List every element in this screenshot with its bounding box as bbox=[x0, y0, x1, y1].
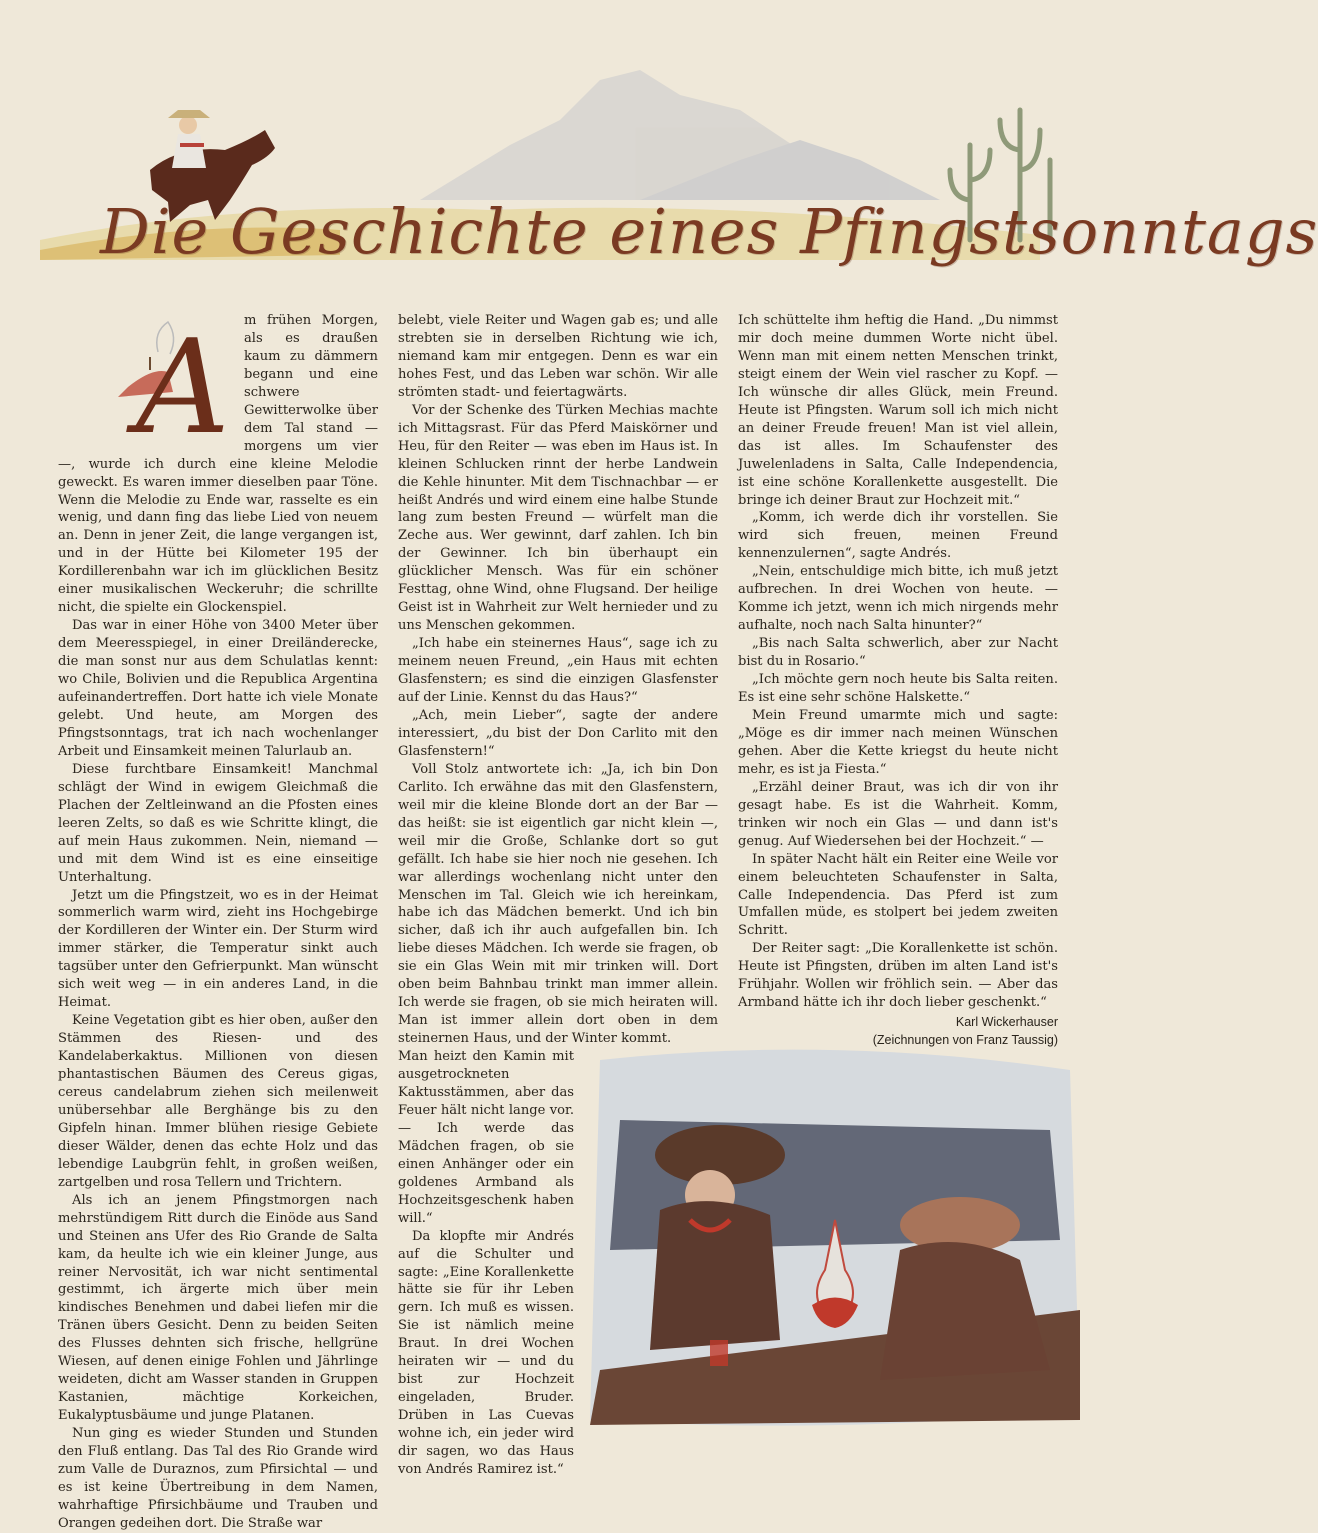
col3-paragraph-8: In später Nacht hält ein Reiter eine Weile vor einem beleuchteten Schaufenster in Salta, Calle Independencia. Das Pferd ist zum Umfallen müde, es stolpert bei jedem zweiten Schritt. bbox=[738, 851, 1058, 939]
col3-paragraph-5: „Ich möchte gern noch heute bis Salta reiten. Es ist eine sehr schöne Halskette.“ bbox=[738, 672, 1058, 706]
col2-paragraph-7: Da klopfte mir Andrés auf die Schulter und sagte: „Eine Korallenkette hätte sie für ihr Leben gern. Ich muß es wissen. Sie ist nämlich meine Braut. In drei Wochen heiraten wir — und du bist zur Hochzeit eingeladen, Bruder. Drüben in Las Cuevas wohne ich, ein jeder wird dir sagen, wo das Haus von Andrés Ramirez ist.“ bbox=[398, 1228, 574, 1477]
col3-paragraph-2: „Komm, ich werde dich ihr vorstellen. Sie wird sich freuen, meinen Freund kennenzulernen“, sagte Andrés. bbox=[738, 510, 1058, 562]
tavern-illustration bbox=[580, 1040, 1085, 1435]
col2-paragraph-1: belebt, viele Reiter und Wagen gab es; und alle strebten sie in derselben Richtung wie ich, niemand kam mir entgegen. Denn es war ein hohes Fest, und das Leben war schön. Wir alle strömten stadt- und feiertagwärts. bbox=[398, 313, 718, 400]
col3-paragraph-7: „Erzähl deiner Braut, was ich dir von ihr gesagt habe. Es ist die Wahrheit. Komm, trinken wir noch ein Glas — und dann ist's genug. Auf Wiedersehen bei der Hochzeit.“ — bbox=[738, 779, 1058, 849]
illustration-credit: (Zeichnungen von Franz Taussig) bbox=[872, 1033, 1058, 1048]
mountains bbox=[420, 70, 940, 200]
col1-paragraph-3: Diese furchtbare Einsamkeit! Manchmal schlägt der Wind in ewigem Gleichmaß die Plachen der Zeltleinwand an die Pfosten eines leeren Zelts, so daß es wie Schritte klingt, die auf mein Haus zukommen. Nein, niemand — und mit dem Wind ist es eine einseitige Unterhaltung. bbox=[58, 761, 378, 885]
wine-glass bbox=[710, 1340, 728, 1366]
col2-paragraph-2: Vor der Schenke des Türken Mechias machte ich Mittagsrast. Für das Pferd Maiskörner und Heu, für den Reiter — was eben im Haus ist. In kleinen Schlucken rinnt der herbe Landwein die Kehle hinunter. Mit dem Tischnachbar — er heißt Andrés und wird einem eine halbe Stunde lang zum besten Freund — würfelt man die Zeche aus. Wer gewinnt, darf zahlen. Ich bin der Gewinner. Ich bin überhaupt ein glücklicher Mensch. Was für ein schöner Festtag, ohne Wind, ohne Flugsand. Der heilige Geist ist in Wahrheit zur Welt hernieder und zu uns Menschen gekommen. bbox=[398, 402, 718, 634]
col3-paragraph-1: Ich schüttelte ihm heftig die Hand. „Du nimmst mir doch meine dummen Worte nicht übel. Wenn man mit einem netten Menschen trinkt, steigt einem der Wein viel rascher zu Kopf. — Ich wünsche dir alles Glück, mein Freund. Heute ist Pfingsten. Warum soll ich mich nicht an deiner Freude freuen! Man ist viel allein, das ist alles. Im Schaufenster des Juwelenladens in Salta, Calle Independencia, ist eine schöne Korallenkette ausgestellt. Die bringe ich deiner Braut zur Hochzeit mit.“ bbox=[738, 313, 1058, 508]
col2-paragraph-6: Man heizt den Kamin mit ausgetrockneten Kaktusstämmen, aber das Feuer hält nicht lange vor. — Ich werde das Mädchen fragen, ob sie einen Anhänger oder ein goldenes Armband als Hochzeitsgeschenk haben will.“ bbox=[398, 1049, 574, 1226]
column-3 bbox=[738, 312, 1058, 1050]
col2-paragraph-3: „Ich habe ein steinernes Haus“, sage ich zu meinem neuen Freund, „ein Haus mit echten Glasfenstern; es sind die einzigen Glasfenster auf der Linie. Kennst du das Haus?“ bbox=[398, 636, 718, 706]
col3-paragraph-4: „Bis nach Salta schwerlich, aber zur Nacht bist du in Rosario.“ bbox=[738, 636, 1058, 670]
figure-left bbox=[650, 1201, 780, 1350]
col2-paragraph-5: Voll Stolz antwortete ich: „Ja, ich bin Don Carlito. Ich erwähne das mit den Glasfenstern, weil mir die kleine Blonde dort an der Bar — das heißt: sie ist eigentlich gar nicht klein —, weil mir die Große, Schlanke dort so gut gefällt. Ich habe sie hier noch nie gesehen. Ich war allerdings wochenlang nicht unter den Menschen im Tal. Gleich wie ich hereinkam, habe ich das Mädchen bemerkt. Und ich bin sicher, daß ich ihr auch aufgefallen bin. Ich liebe dieses Mädchen. Ich werde sie fragen, ob sie ein Glas Wein mit mir trinken will. Dort oben beim Bahnbau trinkt man immer allein. Ich werde sie fragen, ob sie mich heiraten will. Man ist immer allein dort oben in dem steinernen Haus, und der Winter kommt. bbox=[398, 761, 718, 1047]
col1-paragraph-6: Als ich an jenem Pfingstmorgen nach mehrstündigem Ritt durch die Einöde aus Sand und Steinen ans Ufer des Rio Grande de Salta kam, da heulte ich wie ein kleiner Junge, aus reiner Nervosität, ich war nicht sentimental gestimmt, ich ärgerte mich über mein kindisches Benehmen und dabei liefen mir die Tränen übers Gesicht. Denn zu beiden Seiten des Flusses dehnten sich frische, hellgrüne Wiesen, auf denen einige Fohlen und Jährlinge weideten, dicht am Wasser standen in Gruppen Kastanien, mächtige Korkeichen, Eukalyptusbäume und junge Platanen. bbox=[58, 1192, 378, 1424]
col3-paragraph-3: „Nein, entschuldige mich bitte, ich muß jetzt aufbrechen. In drei Wochen von heute. — Komme ich jetzt, wenn ich mich nirgends mehr aufhalte, noch nach Salta hinunter?“ bbox=[738, 564, 1058, 634]
drop-cap-illustration bbox=[58, 311, 238, 463]
column-1 bbox=[58, 312, 378, 1533]
initial-letter: A bbox=[136, 311, 230, 463]
col1-paragraph-4: Jetzt um die Pfingstzeit, wo es in der Heimat sommerlich warm wird, zieht ins Hochgebirge der Kordilleren der Winter ein. Der Sturm wird immer stärker, die Temperatur sinkt auch tagsüber unter den Gefrierpunkt. Man wünscht sich weit weg — in ein anderes Land, in die Heimat. bbox=[58, 887, 378, 1011]
article-title: Die Geschichte eines Pfingstsonntags bbox=[100, 195, 1318, 268]
col3-paragraph-9: Der Reiter sagt: „Die Korallenkette ist schön. Heute ist Pfingsten, drüben im alten Land ist's Frühjahr. Wollen wir fröhlich sein. — Aber das Armband hätte ich ihr doch lieber geschenkt.“ bbox=[738, 941, 1058, 1011]
header-illustration bbox=[40, 50, 1318, 310]
col1-paragraph-1: m frühen Morgen, als es draußen kaum zu dämmern begann und eine schwere Gewitterwolke über dem Tal stand — morgens um vier —, wurde ich durch eine kleine Melodie geweckt. Es waren immer dieselben paar Töne. Wenn die Melodie zu Ende war, rasselte es ein wenig, und dann fing das liebe Lied von neuem an. Denn in jener Zeit, die lange vergangen ist, und in der Hütte bei Kilometer 195 der Kordillerenbahn war ich im glücklichen Besitz einer musikalischen Weckeruhr; die schrillte nicht, die spielte ein Glockenspiel. bbox=[58, 313, 378, 616]
col1-paragraph-2: Das war in einer Höhe von 3400 Meter über dem Meeresspiegel, in einer Dreiländerecke, die man sonst nur aus dem Schulatlas kennt: wo Chile, Bolivien und die Republica Argentina aufeinandertreffen. Dort hatte ich viele Monate gelebt. Und heute, am Morgen des Pfingstsonntags, trat ich nach wochenlanger Arbeit und Einsamkeit meinen Talurlaub an. bbox=[58, 618, 378, 759]
col1-paragraph-7: Nun ging es wieder Stunden und Stunden den Fluß entlang. Das Tal des Rio Grande wird zum Valle de Duraznos, zum Pfirsichtal — und es ist keine Übertreibung in dem Namen, wahrhaftige Pfirsichbäume und Trauben und Orangen gedeihen dort. Die Straße war bbox=[58, 1426, 378, 1531]
col1-paragraph-5: Keine Vegetation gibt es hier oben, außer den Stämmen des Riesen- und des Kandelaberkaktus. Millionen von diesen phantastischen Bäumen des Cereus gigas, cereus candelabrum ziehen sich meilenweit unübersehbar alle Berghänge bis zu den Gipfeln hinan. Immer blühen riesige Gebiete dieser Wälder, denen das echte Holz und das lebendige Laubgrün fehlt, in großen weißen, zartgelben und rosa Tellern und Trichtern. bbox=[58, 1013, 378, 1190]
author-name: Karl Wickerhauser bbox=[955, 1015, 1058, 1030]
col3-paragraph-6: Mein Freund umarmte mich und sagte: „Möge es dir immer nach meinen Wünschen gehen. Aber die Kette kriegst du heute nicht mehr, es ist ja Fiesta.“ bbox=[738, 707, 1058, 777]
col2-paragraph-4: „Ach, mein Lieber“, sagte der andere interessiert, „du bist der Don Carlito mit den Glasfenstern!“ bbox=[398, 707, 718, 759]
